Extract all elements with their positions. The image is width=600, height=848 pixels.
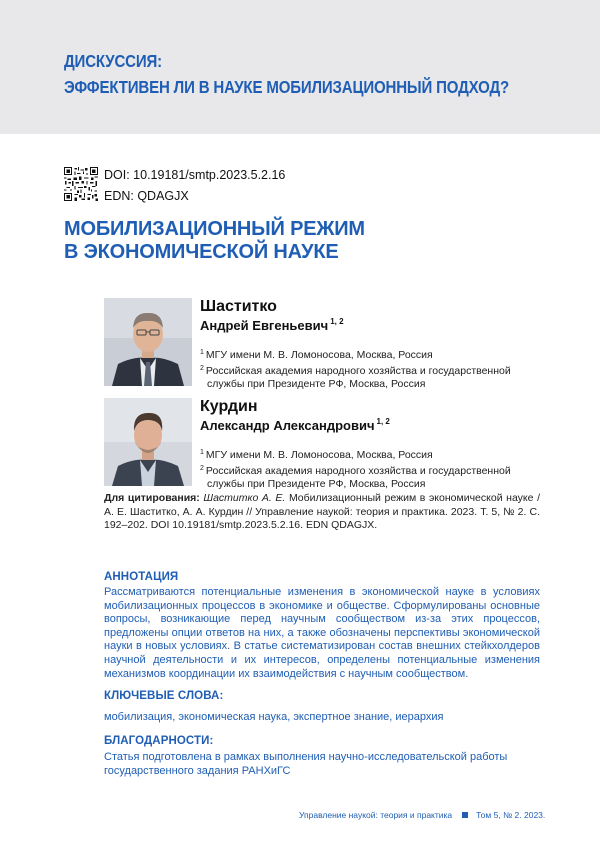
author-given-name-text: Андрей Евгеньевич: [200, 318, 329, 333]
affiliation-number: 1: [200, 449, 204, 456]
affiliation-number: 2: [200, 465, 204, 472]
affiliation-text-cont: службы при Президенте РФ, Москва, Россия: [207, 478, 426, 490]
author-affiliation-1: [200, 446, 433, 462]
footer-journal: Управление наукой: теория и практика: [299, 810, 453, 820]
article-title: [64, 218, 365, 264]
acknowledgments-text: Статья подготовлена в рамках выполнения научно-исследовательской работы государственного задания РАНХиГС: [104, 751, 508, 777]
section-title: [64, 48, 509, 100]
doi[interactable]: DOI: 10.19181/smtp.2023.5.2.16: [104, 168, 286, 182]
footer-issue: Том 5, № 2. 2023.: [476, 810, 546, 820]
affiliation-text: МГУ имени М. В. Ломоносова, Москва, Россия: [205, 449, 433, 461]
keywords-text: мобилизация, экономическая наука, экспертное знание, иерархия: [104, 711, 444, 723]
affiliation-text: МГУ имени М. В. Ломоносова, Москва, Россия: [205, 349, 433, 361]
abstract-heading: АННОТАЦИЯ: [104, 571, 179, 583]
author-affiliation-2: [200, 362, 511, 391]
citation-label: Для цитирования:: [104, 492, 200, 504]
square-bullet-icon: [462, 812, 468, 818]
author-affiliation-2: [200, 462, 511, 491]
author-affiliation-marks: 1, 2: [330, 317, 344, 326]
author-given-name: [200, 417, 390, 433]
affiliation-text: Российская академия народного хозяйства и государственной: [205, 465, 511, 477]
author-given-name-text: Александр Александрович: [200, 418, 375, 433]
affiliation-number: 1: [200, 349, 204, 356]
acknowledgments-heading: БЛАГОДАРНОСТИ:: [104, 735, 214, 747]
keywords-heading: КЛЮЧЕВЫЕ СЛОВА:: [104, 690, 224, 702]
abstract-text: Рассматриваются потенциальные изменения в экономической науке в условиях мобилизационных процессов в экономике и обществе. Сформулированы основные вопросы, возникающие перед научным сообществом из-за этих процессов, предложены опции ответов на них, а также обозначены перспективы экономической науки в новых условиях. В статье систематизирован состав внешних стейкхолдеров научной деятельности и их интересов, определены потенциальные изменения механизмов координации их взаимодействия с научным сообществом.: [104, 586, 540, 680]
article-title-line2: В ЭКОНОМИЧЕСКОЙ НАУКЕ: [64, 241, 339, 263]
author-affiliation-1: [200, 346, 433, 362]
section-title-line1: ДИСКУССИЯ:: [64, 51, 162, 71]
citation: [104, 492, 540, 533]
section-title-line2: ЭФФЕКТИВЕН ЛИ В НАУКЕ МОБИЛИЗАЦИОННЫЙ ПОДХОД?: [64, 77, 510, 97]
citation-text: Мобилизационный режим в экономической науке / А. Е. Шаститко, А. А. Курдин // Управление наукой: теория и практика. 2023. Т. 5, № 2. С. 192–202. DOI 10.19181/smtp.2023.5.2.16. EDN QDAGJX.: [104, 492, 541, 531]
author-surname: Курдин: [200, 398, 258, 415]
qr-code-icon[interactable]: [64, 167, 98, 201]
author-given-name: [200, 317, 344, 333]
article-title-line1: МОБИЛИЗАЦИОННЫЙ РЕЖИМ: [64, 218, 365, 240]
author-photo: [104, 298, 192, 386]
author-affiliation-marks: 1, 2: [376, 417, 390, 426]
footer: [299, 810, 545, 820]
affiliation-text: Российская академия народного хозяйства и государственной: [205, 365, 511, 377]
citation-authors: Шаститко А. Е.: [203, 492, 286, 504]
affiliation-number: 2: [200, 365, 204, 372]
author-photo: [104, 398, 192, 486]
edn: EDN: QDAGJX: [104, 189, 189, 203]
author-surname: Шаститко: [200, 298, 277, 315]
affiliation-text-cont: службы при Президенте РФ, Москва, Россия: [207, 378, 426, 390]
